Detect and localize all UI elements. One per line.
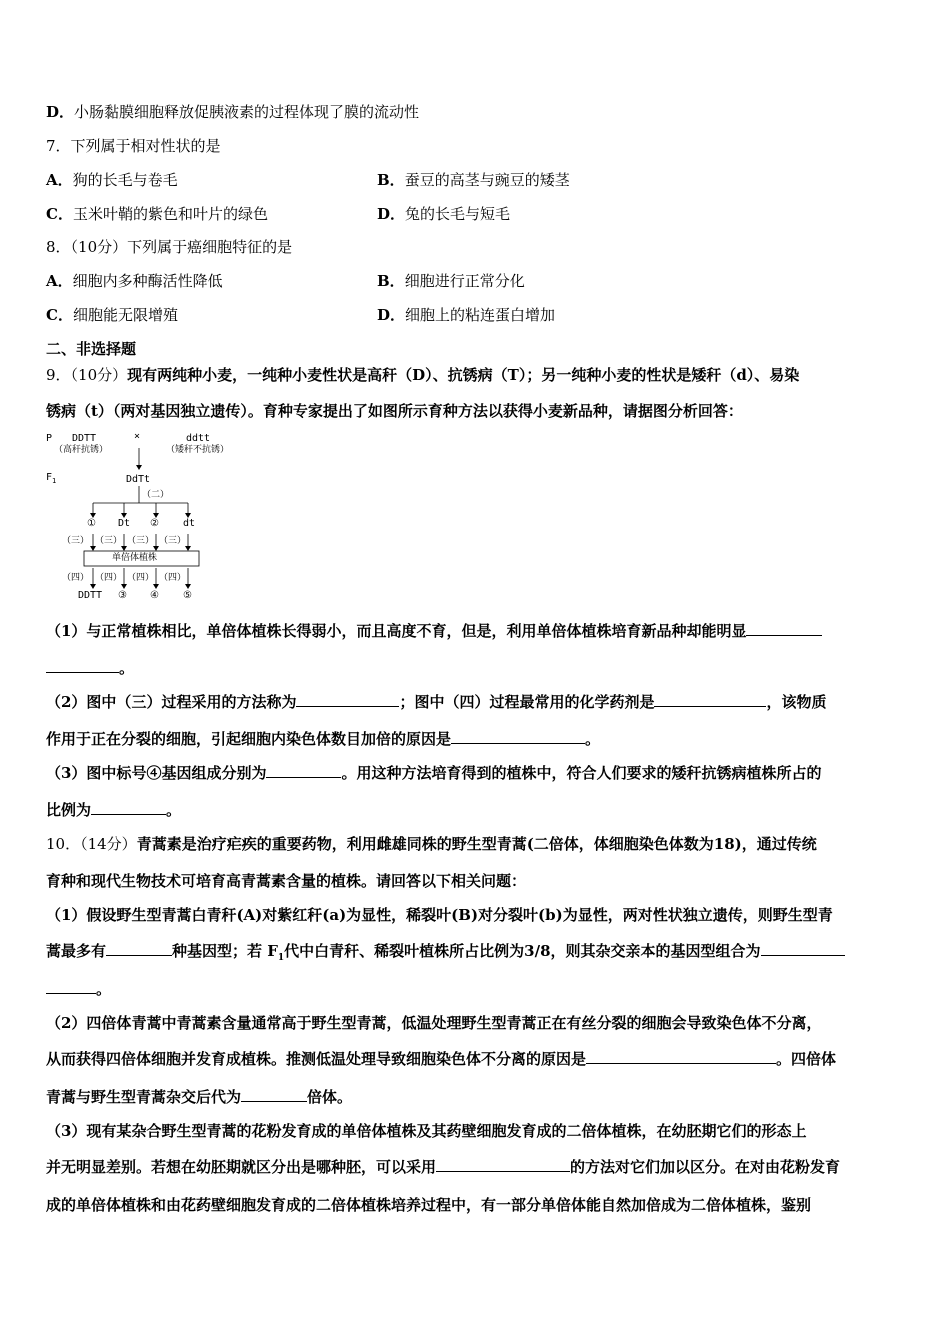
- diagram-gamete-1: ①: [87, 518, 96, 529]
- answer-blank[interactable]: [451, 729, 585, 744]
- diagram-gamete-3: ②: [150, 518, 159, 529]
- answer-blank[interactable]: [106, 941, 172, 956]
- diagram-step4-d: （四）: [159, 573, 187, 583]
- answer-blank[interactable]: [46, 658, 119, 673]
- q10-stem-line2: 育种和现代生物技术可培育高青蒿素含量的植株。请回答以下相关问题：: [46, 872, 527, 890]
- q9-part2-line2: 作用于正在分裂的细胞，引起细胞内染色体数目加倍的原因是 。: [46, 730, 601, 748]
- diagram-step4-a: （四）: [62, 573, 90, 583]
- answer-blank[interactable]: [91, 800, 166, 815]
- q9-stem-line2: 锈病（t）（两对基因独立遗传）。育种专家提出了如图所示育种方法以获得小麦新品种，请据图分析回答：: [46, 402, 743, 420]
- answer-blank[interactable]: [436, 1157, 570, 1172]
- diagram-p-label: P: [46, 433, 53, 444]
- diagram-parent2-note: （矮秆不抗锈）: [166, 445, 230, 455]
- diagram-gamete-4: dt: [183, 518, 196, 529]
- q8-stem: 8．（10分）下列属于癌细胞特征的是: [46, 238, 293, 256]
- diagram-f1-label: $F_1$: [46, 472, 57, 485]
- diagram-f1-genotype: DdTt: [126, 474, 151, 485]
- q7-option-d: D．兔的长毛与短毛: [377, 205, 511, 223]
- q9-part3-line1: （3）图中标号④基因组成分别为 。用这种方法培育得到的植株中，符合人们要求的矮秆抗锈病植株所占的: [46, 764, 822, 782]
- diagram-step3-b: （三）: [95, 536, 123, 546]
- diagram-step3-c: （三）: [127, 536, 155, 546]
- q9-stem-line1: 9．（10分）现有两纯种小麦，一纯种小麦性状是高秆（D）、抗锈病（T）；另一纯种小麦的性状是矮秆（d）、易染: [46, 366, 800, 384]
- diagram-step4-b: （四）: [95, 573, 123, 583]
- q9-part1-line2: 。: [46, 658, 134, 678]
- q7-option-b: B．蚕豆的高茎与豌豆的矮茎: [377, 171, 570, 189]
- q10-part1-line1: （1）假设野生型青蒿白青秆(A)对紫红秆(a)为显性，稀裂叶(B)对分裂叶(b)为显性，两对性状独立遗传，则野生型青: [46, 906, 833, 924]
- answer-blank[interactable]: [241, 1087, 307, 1102]
- q8-option-d: D．细胞上的粘连蛋白增加: [377, 306, 556, 324]
- answer-blank[interactable]: [746, 621, 822, 636]
- q10-part2-line2: 从而获得四倍体细胞并发育成植株。推测低温处理导致细胞染色体不分离的原因是 。四倍体: [46, 1050, 837, 1068]
- q10-part1-line3: 。: [46, 979, 111, 999]
- answer-blank[interactable]: [586, 1049, 776, 1064]
- answer-blank[interactable]: [296, 692, 399, 707]
- q10-part2-line3: 青蒿与野生型青蒿杂交后代为 倍体。: [46, 1088, 353, 1106]
- q10-part3-line3: 成的单倍体植株和由花药壁细胞发育成的二倍体植株培养过程中，有一部分单倍体能自然加倍成为二倍体植株，鉴别: [46, 1196, 812, 1214]
- q9-part1-line1: （1）与正常植株相比，单倍体植株长得弱小，而且高度不育，但是，利用单倍体植株培育新品种却能明显: [46, 621, 822, 641]
- q7-stem: 7．下列属于相对性状的是: [46, 137, 221, 155]
- q7-option-c: C．玉米叶鞘的紫色和叶片的绿色: [46, 205, 268, 223]
- q10-part2-line1: （2）四倍体青蒿中青蒿素含量通常高于野生型青蒿，低温处理野生型青蒿正在有丝分裂的细胞会导致染色体不分离，: [46, 1014, 822, 1032]
- q10-part1-line2: 蒿最多有 种基因型；若 $F_1$代中白青秆、稀裂叶植株所占比例为3/8，则其杂交亲本的基因型组合为: [46, 941, 845, 968]
- q9-part2-line1: （2）图中（三）过程采用的方法称为 ；图中（四）过程最常用的化学药剂是 ，该物质: [46, 693, 827, 711]
- q6-option-d: D．小肠黏膜细胞释放促胰液素的过程体现了膜的流动性: [46, 103, 420, 121]
- q10-part3-line2: 并无明显差别。若想在幼胚期就区分出是哪种胚，可以采用 的方法对它们加以区分。在对由花粉发育: [46, 1158, 841, 1176]
- answer-blank[interactable]: [266, 763, 341, 778]
- q10-part3-line1: （3）现有某杂合野生型青蒿的花粉发育成的单倍体植株及其药壁细胞发育成的二倍体植株，在幼胚期它们的形态上: [46, 1122, 807, 1140]
- diagram-offspring-4: ⑤: [183, 590, 192, 601]
- diagram-haploid-box-label: 单倍体植株: [112, 553, 158, 563]
- q9-part3-line2: 比例为 。: [46, 801, 182, 819]
- diagram-gamete-2: Dt: [118, 518, 131, 529]
- q8-option-c: C．细胞能无限增殖: [46, 306, 178, 324]
- q10-stem-line1: 10．（14分）青蒿素是治疗疟疾的重要药物，利用雌雄同株的野生型青蒿(二倍体，体细胞染色体数为18)，通过传统: [46, 835, 817, 853]
- q8-option-b: B．细胞进行正常分化: [377, 272, 525, 290]
- answer-blank[interactable]: [654, 692, 766, 707]
- diagram-step3-a: （三）: [62, 536, 90, 546]
- diagram-parent1-note: （高秆抗锈）: [54, 445, 109, 455]
- diagram-step2: （二）: [142, 490, 170, 500]
- q8-option-a: A．细胞内多种酶活性降低: [46, 272, 223, 290]
- diagram-parent2: ddtt: [186, 433, 211, 444]
- section-heading: 二、非选择题: [46, 340, 137, 358]
- diagram-offspring-3: ④: [150, 590, 159, 601]
- answer-blank[interactable]: [761, 941, 845, 956]
- diagram-offspring-2: ③: [118, 590, 127, 601]
- answer-blank[interactable]: [46, 979, 96, 994]
- diagram-step3-d: （三）: [159, 536, 187, 546]
- diagram-cross: ×: [134, 431, 141, 442]
- diagram-offspring-1: DDTT: [78, 590, 103, 601]
- diagram-step4-c: （四）: [127, 573, 155, 583]
- q7-option-a: A．狗的长毛与卷毛: [46, 171, 178, 189]
- diagram-parent1: DDTT: [72, 433, 97, 444]
